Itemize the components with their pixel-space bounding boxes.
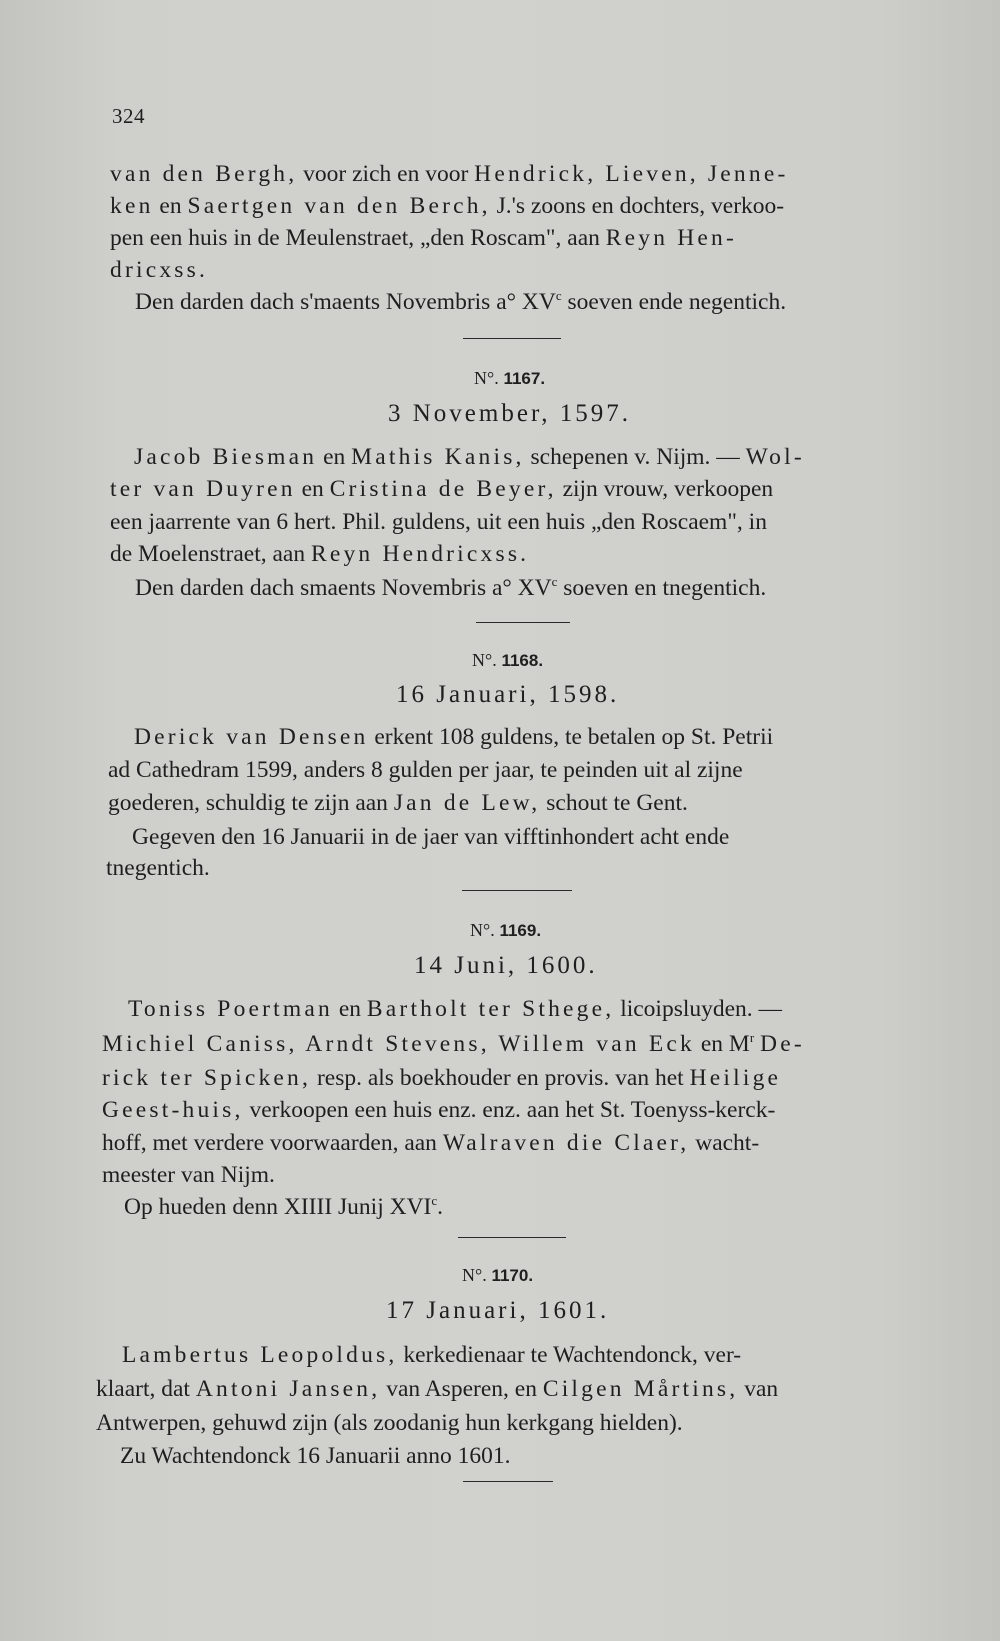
- person-name: Bartholt ter Sthege,: [366, 996, 615, 1022]
- text-line: ad Cathedram 1599, anders 8 gulden per jaar, te peinden uit al zijne: [108, 757, 743, 783]
- text-line: [110, 159, 788, 189]
- text-span: en: [323, 444, 346, 470]
- text-line: een jaarrente van 6 hert. Phil. guldens, uit een huis „den Roscaem", in: [110, 509, 767, 535]
- text-span: goederen, schuldig te zijn aan: [108, 790, 388, 816]
- person-name: Reyn Hendricxss.: [310, 541, 530, 567]
- entry-number: [474, 368, 545, 389]
- number-value: 1170.: [491, 1266, 534, 1285]
- superscript: r: [749, 1030, 755, 1046]
- person-name: Derick van Densen: [134, 724, 369, 750]
- number-label: N°.: [462, 1265, 487, 1285]
- number-value: 1169.: [499, 921, 542, 940]
- text-span: Geest-huis,: [102, 1097, 244, 1123]
- text-line: [96, 1374, 778, 1404]
- entry-date: 14 Juni, 1600.: [414, 952, 598, 979]
- text-line: [135, 287, 786, 317]
- entry-number: [470, 920, 541, 941]
- text-line: [110, 539, 529, 569]
- entry-number: [462, 1265, 533, 1286]
- number-label: N°.: [474, 368, 499, 388]
- text-line: Zu Wachtendonck 16 Januarii anno 1601.: [120, 1443, 511, 1469]
- text-span: en M: [700, 1031, 750, 1057]
- number-label: N°.: [472, 650, 497, 670]
- text-span: Op hueden denn XIIII Junij XVI: [124, 1194, 432, 1220]
- number-value: 1168.: [501, 651, 544, 670]
- text-span: en: [159, 193, 182, 219]
- person-name: rick ter Spicken,: [102, 1065, 312, 1091]
- separator-rule: [458, 1237, 566, 1238]
- text-span: Heilige: [689, 1065, 782, 1091]
- text-line: Antwerpen, gehuwd zijn (als zoodanig hun kerkgang hielden).: [96, 1410, 683, 1436]
- separator-rule: [476, 622, 570, 623]
- text-span: klaart, dat: [96, 1376, 190, 1402]
- text-span: voor zich en voor: [303, 161, 469, 187]
- text-line: [134, 722, 773, 752]
- separator-rule: [463, 1481, 553, 1482]
- number-value: 1167.: [503, 369, 546, 388]
- text-line: [102, 1029, 805, 1059]
- text-line: [135, 573, 766, 603]
- text-span: pen een huis in de Meulenstraet, „den Roscam", aan: [110, 225, 600, 251]
- text-span: verkoopen een huis enz. enz. aan het St. Toenyss-kerck-: [249, 1097, 776, 1123]
- text-span: hoff, met verdere voorwaarden, aan: [102, 1130, 437, 1156]
- superscript: c: [555, 288, 562, 304]
- person-name: Reyn Hen-: [605, 225, 738, 251]
- person-name: Toniss Poertman: [128, 996, 333, 1022]
- page-number: 324: [112, 104, 145, 128]
- text-line: [110, 474, 773, 504]
- superscript: c: [551, 574, 558, 590]
- person-name: Jacob Biesman: [134, 444, 318, 470]
- separator-rule: [463, 338, 561, 339]
- person-name: Hendrick, Lieven, Jenne-: [474, 161, 789, 187]
- text-span: zijn vrouw, verkoopen: [562, 476, 774, 502]
- text-span: wacht-: [695, 1130, 760, 1156]
- text-span: soeven ende negentich.: [561, 289, 787, 315]
- entry-date: 16 Januari, 1598.: [396, 681, 620, 708]
- entry-date: 3 November, 1597.: [388, 400, 632, 427]
- entry-number: [472, 650, 543, 671]
- text-line: [110, 223, 737, 253]
- text-line: [128, 994, 782, 1024]
- text-line: [102, 1128, 759, 1158]
- text-line: [124, 1192, 443, 1222]
- person-name: Michiel Caniss, Arndt Stevens, Willem van Eck: [102, 1031, 695, 1057]
- text-line: Gegeven den 16 Januarii in de jaer van vifftinhondert acht ende: [132, 824, 730, 850]
- person-name: Cristina de Beyer,: [329, 476, 557, 502]
- text-line: [102, 1095, 775, 1125]
- person-name: Walraven die Claer,: [442, 1130, 690, 1156]
- text-span: kerkedienaar te Wachtendonck, ver-: [403, 1342, 742, 1368]
- text-line: [108, 788, 688, 818]
- text-span: licoipsluyden. —: [620, 996, 783, 1022]
- separator-rule: [462, 890, 572, 891]
- text-span: ken: [110, 193, 154, 219]
- text-line: tnegentich.: [106, 855, 210, 881]
- text-line: meester van Nijm.: [102, 1162, 275, 1188]
- text-span: erkent 108 guldens, te betalen op St. Petrii: [374, 724, 774, 750]
- text-span: en: [301, 476, 324, 502]
- text-span: schepenen v. Nijm. —: [530, 444, 740, 470]
- person-name: van den Bergh,: [110, 161, 298, 187]
- text-line: dricxss.: [110, 257, 209, 283]
- entry-date: 17 Januari, 1601.: [386, 1297, 610, 1324]
- text-line: [134, 442, 805, 472]
- text-span: van Asperen, en: [386, 1376, 537, 1402]
- text-span: soeven en tnegentich.: [557, 575, 767, 601]
- text-line: [122, 1340, 741, 1370]
- text-line: [110, 191, 784, 221]
- text-span: en: [338, 996, 362, 1022]
- text-line: [102, 1063, 781, 1093]
- text-span: resp. als boekhouder en provis. van het: [316, 1065, 684, 1091]
- text-span: Den darden dach s'maents Novembris a° XV: [135, 289, 556, 315]
- number-label: N°.: [470, 920, 495, 940]
- text-span: Den darden dach smaents Novembris a° XV: [135, 575, 552, 601]
- text-span: schout te Gent.: [546, 790, 688, 816]
- person-name: Wol-: [745, 444, 805, 470]
- text-span: van: [744, 1376, 779, 1402]
- person-name: Cilgen Mårtins,: [542, 1376, 739, 1402]
- text-span: J.'s zoons en dochters, verkoo-: [496, 193, 785, 219]
- person-name: Jan de Lew,: [393, 790, 541, 816]
- text-span: .: [437, 1194, 444, 1220]
- person-name: Mathis Kanis,: [351, 444, 525, 470]
- person-name: ter van Duyren: [110, 476, 296, 502]
- text-span: de Moelenstraet, aan: [110, 541, 306, 567]
- person-name: Antoni Jansen,: [195, 1376, 381, 1402]
- person-name: Saertgen van den Berch,: [187, 193, 491, 219]
- superscript: c: [431, 1193, 438, 1209]
- person-name: Lambertus Leopoldus,: [122, 1342, 398, 1368]
- person-name: De-: [760, 1031, 805, 1057]
